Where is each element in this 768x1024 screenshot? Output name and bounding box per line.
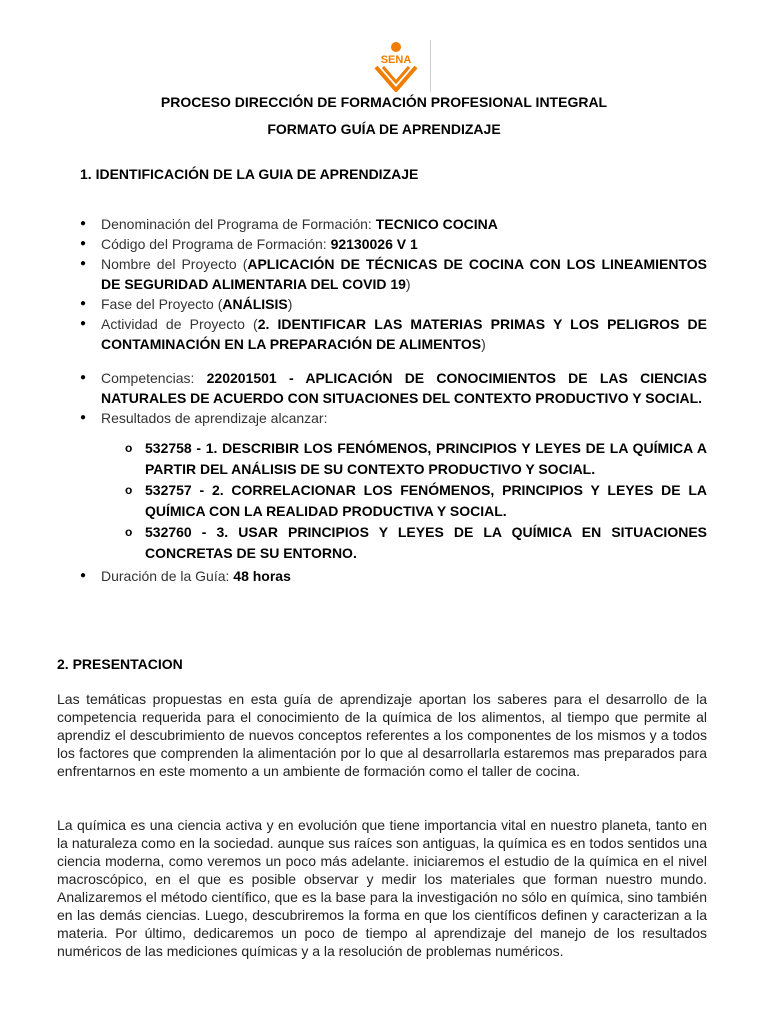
section1-title: 1. IDENTIFICACIÓN DE LA GUIA DE APRENDIZAJE: [80, 166, 419, 182]
presentation-paragraph-1: Las temáticas propuestas en esta guía de aprendizaje aportan los saberes para el desarrollo de la competencia requerida para el conocimiento de la química de los alimentos, al tiempo que permite al aprendiz el descubrimiento de nuevos conceptos referentes a los componentes de los mismos y a todos los factores que comprenden la alimentación por lo que al desarrollarla estaremos mas preparados para enfrentarnos en este momento a un ambiente de formación como el taller de cocina.: [57, 691, 707, 779]
resultado-item: o 532757 - 2. CORRELACIONAR LOS FENÓMENOS, PRINCIPIOS Y LEYES DE LA QUÍMICA CON LA REALIDAD PRODUCTIVA Y SOCIAL.: [124, 480, 707, 522]
resultado-item: o 532760 - 3. USAR PRINCIPIOS Y LEYES DE LA QUÍMICA EN SITUACIONES CONCRETAS DE SU ENTORNO.: [124, 522, 707, 564]
list-item-fase: ● Fase del Proyecto (ANÁLISIS): [80, 294, 707, 314]
identification-list: [80, 214, 707, 586]
header-line2: FORMATO GUÍA DE APRENDIZAJE: [267, 121, 501, 137]
list-item-proyecto: ● Nombre del Proyecto (APLICACIÓN DE TÉCNICAS DE COCINA CON LOS LINEAMIENTOS DE SEGURIDAD ALIMENTARIA DEL COVID 19): [80, 254, 707, 294]
list-item-programa: ● Denominación del Programa de Formación: TECNICO COCINA: [80, 214, 707, 234]
list-item-competencias: ● Competencias: 220201501 - APLICACIÓN DE CONOCIMIENTOS DE LAS CIENCIAS NATURALES DE ACUERDO CON SITUACIONES DEL CONTEXTO PRODUCTIVO Y SOCIAL.: [80, 368, 707, 408]
resultados-sublist: [124, 438, 707, 564]
presentation-paragraph-2: La química es una ciencia activa y en evolución que tiene importancia vital en nuestro planeta, tanto en la naturaleza como en la sociedad. aunque sus raíces son antiguas, la química es en todos sentidos una ciencia moderna, como veremos un poco más adelante. iniciaremos el estudio de la química en el nivel macroscópico, en el que es posible observar y medir los materiales que forman nuestro mundo. Analizaremos el método científico, que es la base para la investigación no sólo en química, sino también en las demás ciencias. Luego, descubriremos la forma en que los científicos definen y caracterizan a la materia. Por último, dedicaremos un poco de tiempo al aprendizaje del manejo de los resultados numéricos de las mediciones químicas y a la resolución de problemas numéricos.: [57, 817, 707, 959]
list-item-codigo: ● Código del Programa de Formación: 92130026 V 1: [80, 234, 707, 254]
resultado-item: o 532758 - 1. DESCRIBIR LOS FENÓMENOS, PRINCIPIOS Y LEYES DE LA QUÍMICA A PARTIR DEL ANÁLISIS DE SU CONTEXTO PRODUCTIVO Y SOCIAL.: [124, 438, 707, 480]
header-divider: [430, 40, 431, 92]
list-item-resultados: ● Resultados de aprendizaje alcanzar:: [80, 408, 707, 428]
list-item-actividad: ● Actividad de Proyecto (2. IDENTIFICAR LAS MATERIAS PRIMAS Y LOS PELIGROS DE CONTAMINACIÓN EN LA PREPARACIÓN DE ALIMENTOS): [80, 314, 707, 354]
list-item-duracion: ● Duración de la Guía: 48 horas: [80, 566, 707, 586]
section2-title: 2. PRESENTACION: [57, 656, 183, 672]
sena-logo: [370, 40, 422, 92]
header-line1: PROCESO DIRECCIÓN DE FORMACIÓN PROFESIONAL INTEGRAL: [160, 94, 608, 110]
svg-text:SENA: SENA: [380, 54, 412, 66]
